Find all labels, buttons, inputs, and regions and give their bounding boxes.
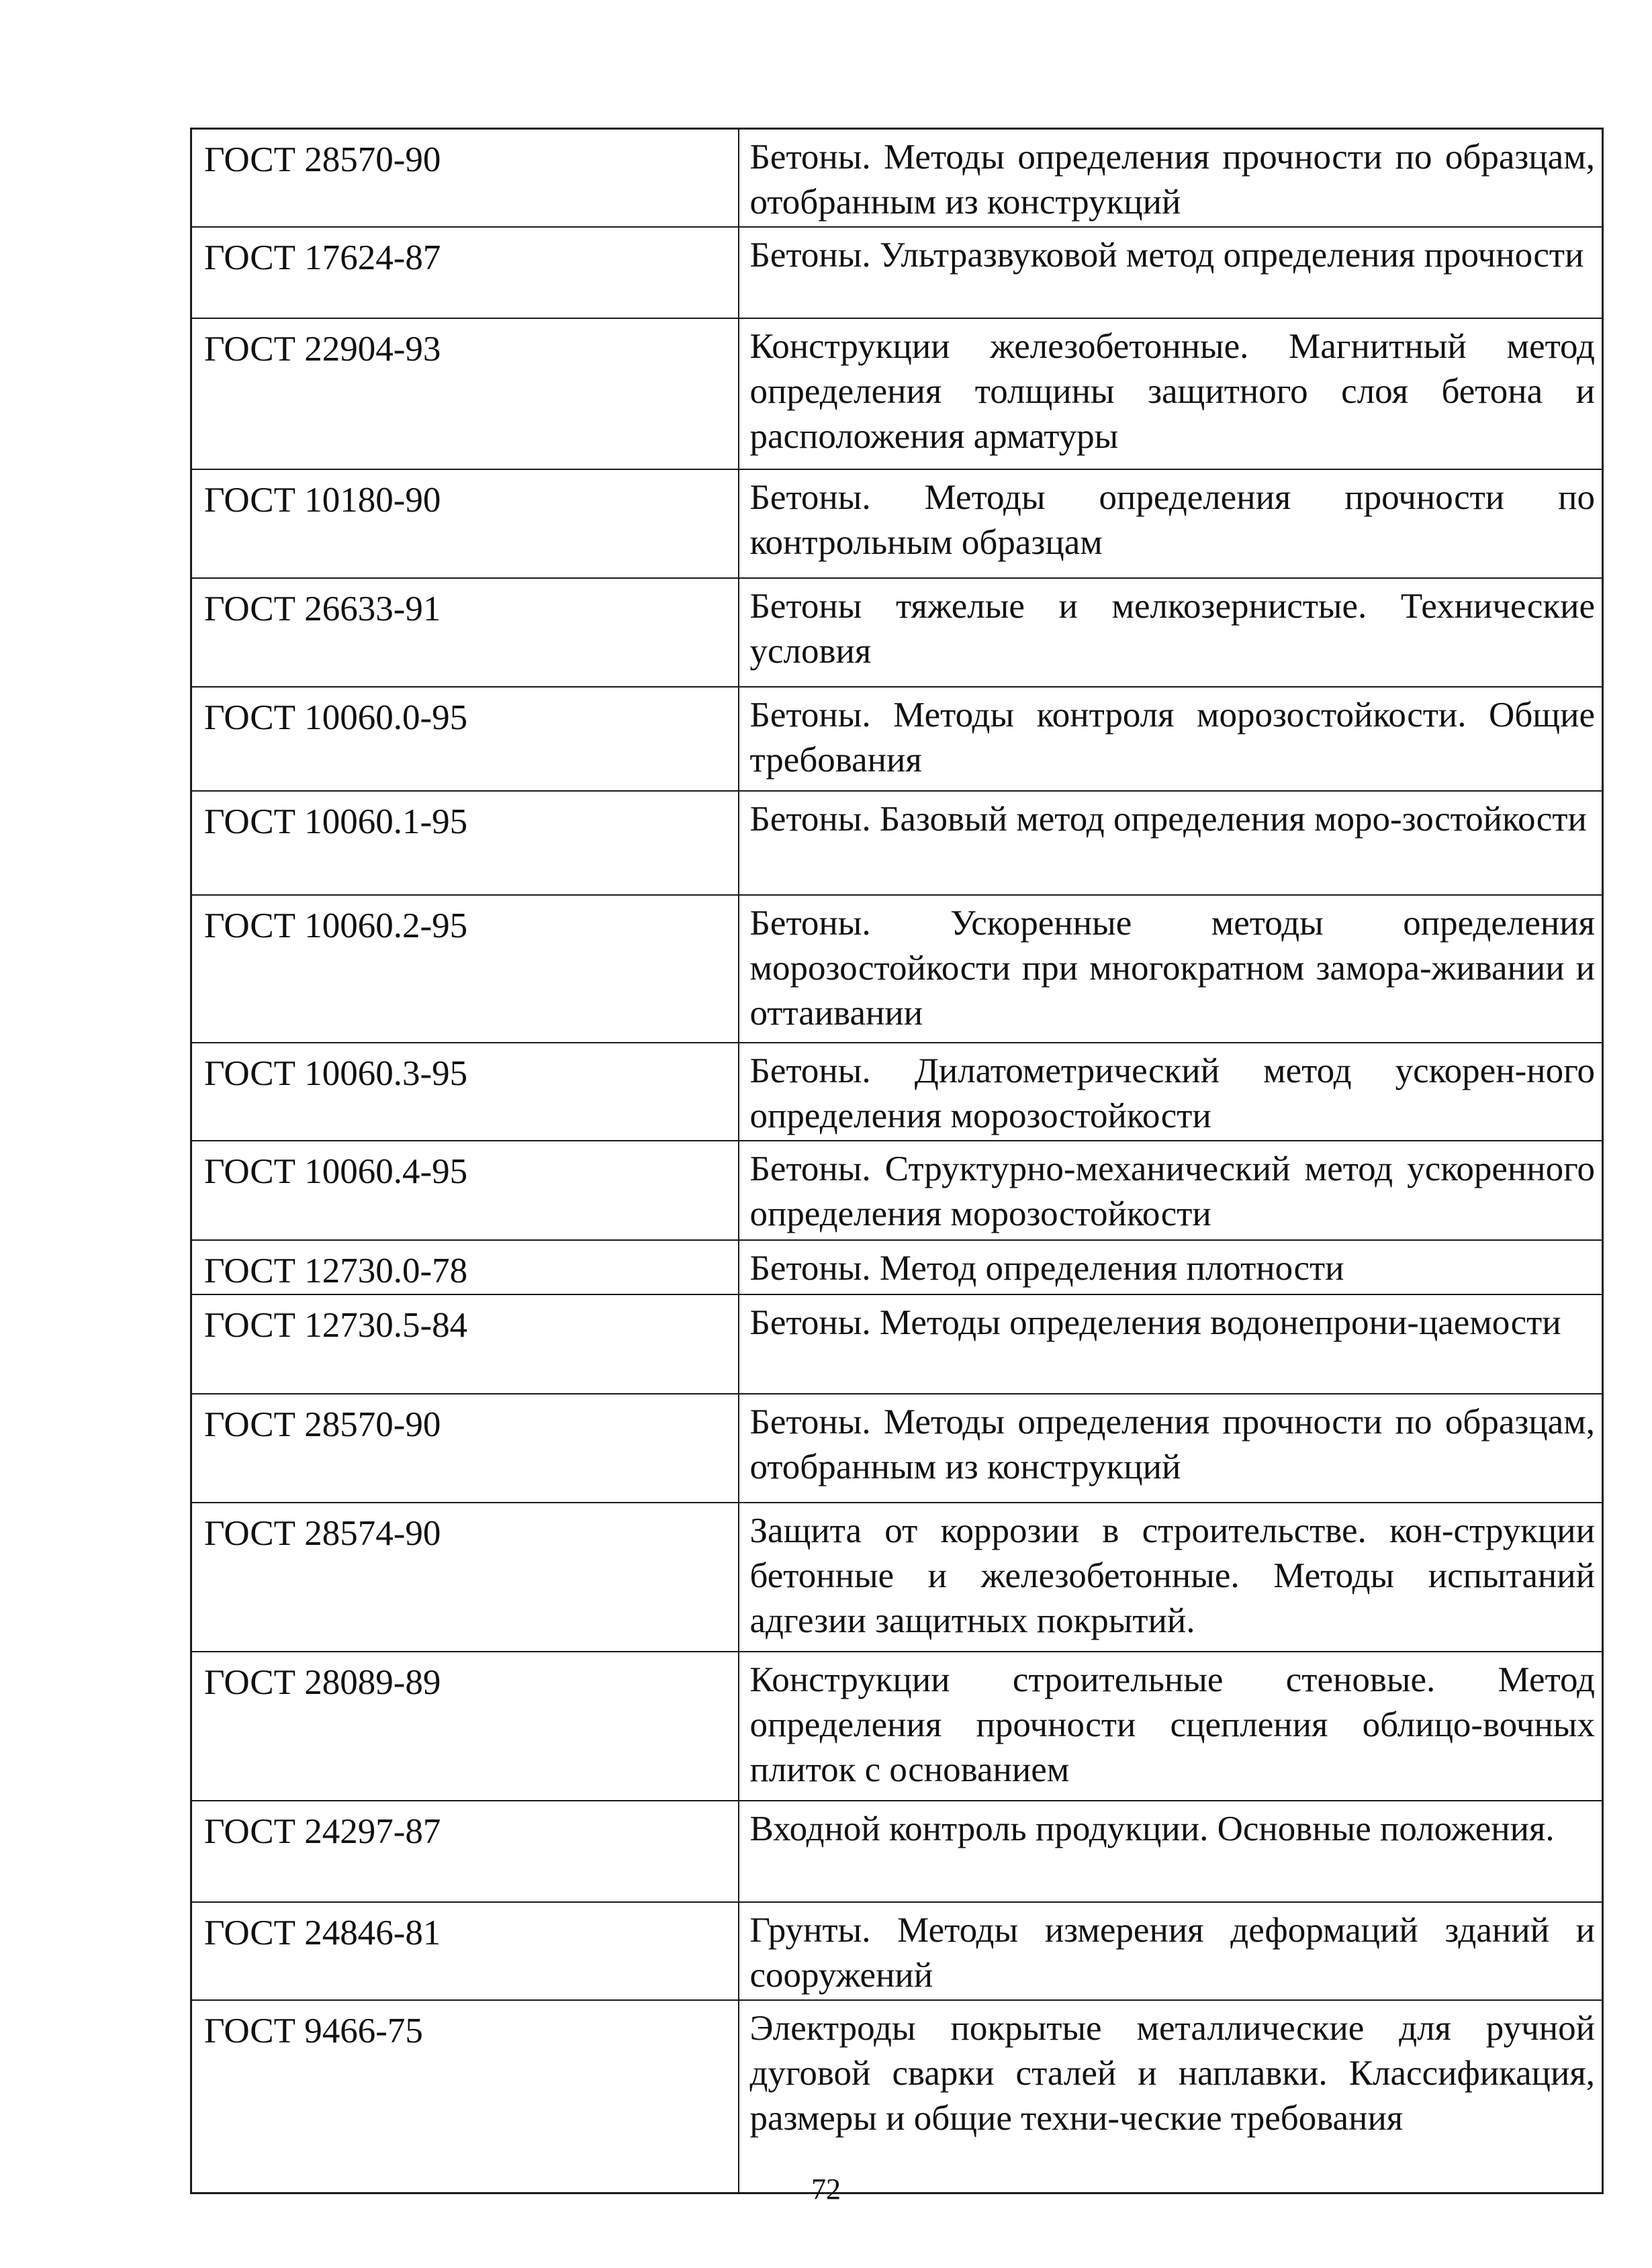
- page-number: 72: [811, 2173, 841, 2206]
- standard-title: Конструкции строительные стеновые. Метод определения прочности сцепления облицо-вочных плиток с основанием: [739, 1652, 1603, 1801]
- standard-code: ГОСТ 10060.3-95: [191, 1043, 739, 1141]
- standard-code: ГОСТ 24297-87: [191, 1801, 739, 1902]
- standard-code: ГОСТ 22904-93: [191, 318, 739, 469]
- standard-title: Защита от коррозии в строительстве. кон-струкции бетонные и железобетонные. Методы испытаний адгезии защитных покрытий.: [739, 1503, 1603, 1652]
- standard-code: ГОСТ 17624-87: [191, 227, 739, 318]
- standard-title: Бетоны тяжелые и мелкозернистые. Технические условия: [739, 578, 1603, 687]
- standard-title: Бетоны. Методы контроля морозостойкости. Общие требования: [739, 687, 1603, 791]
- standard-code: ГОСТ 10180-90: [191, 469, 739, 578]
- standard-code: ГОСТ 12730.5-84: [191, 1294, 739, 1394]
- standard-title: Бетоны. Метод определения плотности: [739, 1240, 1603, 1294]
- standards-table: [190, 128, 1604, 2194]
- standard-code: ГОСТ 28089-89: [191, 1652, 739, 1801]
- standard-title: Входной контроль продукции. Основные положения.: [739, 1801, 1603, 1902]
- standard-title: Бетоны. Методы определения водонепрони-цаемости: [739, 1294, 1603, 1394]
- table-row: [191, 687, 1603, 791]
- standard-code: ГОСТ 12730.0-78: [191, 1240, 739, 1294]
- table-row: [191, 1801, 1603, 1902]
- standard-code: ГОСТ 26633-91: [191, 578, 739, 687]
- standard-code: ГОСТ 10060.2-95: [191, 895, 739, 1043]
- standard-title: Бетоны. Структурно-механический метод ускоренного определения морозостойкости: [739, 1141, 1603, 1240]
- standard-title: Грунты. Методы измерения деформаций зданий и сооружений: [739, 1902, 1603, 2000]
- standard-title: Электроды покрытые металлические для ручной дуговой сварки сталей и наплавки. Классификация, размеры и общие техни-ческие требования: [739, 2000, 1603, 2193]
- standard-title: Бетоны. Методы определения прочности по образцам, отобранным из конструкций: [739, 129, 1603, 228]
- table-row: [191, 1902, 1603, 2000]
- standard-code: ГОСТ 9466-75: [191, 2000, 739, 2193]
- standard-code: ГОСТ 28574-90: [191, 1503, 739, 1652]
- standard-title: Бетоны. Методы определения прочности по образцам, отобранным из конструкций: [739, 1394, 1603, 1503]
- standard-code: ГОСТ 10060.4-95: [191, 1141, 739, 1240]
- standard-title: Бетоны. Ультразвуковой метод определения прочности: [739, 227, 1603, 318]
- standard-title: Бетоны. Методы определения прочности по контрольным образцам: [739, 469, 1603, 578]
- table-row: [191, 227, 1603, 318]
- table-row: [191, 318, 1603, 469]
- table-row: [191, 1240, 1603, 1294]
- table-row: [191, 2000, 1603, 2193]
- standard-title: Конструкции железобетонные. Магнитный метод определения толщины защитного слоя бетона и расположения арматуры: [739, 318, 1603, 469]
- table-row: [191, 578, 1603, 687]
- table-row: [191, 791, 1603, 895]
- standard-code: ГОСТ 28570-90: [191, 129, 739, 228]
- standard-title: Бетоны. Базовый метод определения моро-зостойкости: [739, 791, 1603, 895]
- standard-title: Бетоны. Ускоренные методы определения морозостойкости при многократном замора-живании и оттаивании: [739, 895, 1603, 1043]
- table-row: [191, 469, 1603, 578]
- standard-code: ГОСТ 28570-90: [191, 1394, 739, 1503]
- table-row: [191, 1043, 1603, 1141]
- table-row: [191, 129, 1603, 228]
- table-row: [191, 1294, 1603, 1394]
- standard-code: ГОСТ 10060.0-95: [191, 687, 739, 791]
- standard-title: Бетоны. Дилатометрический метод ускорен-ного определения морозостойкости: [739, 1043, 1603, 1141]
- table-row: [191, 1652, 1603, 1801]
- standard-code: ГОСТ 10060.1-95: [191, 791, 739, 895]
- standard-code: ГОСТ 24846-81: [191, 1902, 739, 2000]
- table-row: [191, 1503, 1603, 1652]
- table-row: [191, 895, 1603, 1043]
- table-row: [191, 1394, 1603, 1503]
- table-row: [191, 1141, 1603, 1240]
